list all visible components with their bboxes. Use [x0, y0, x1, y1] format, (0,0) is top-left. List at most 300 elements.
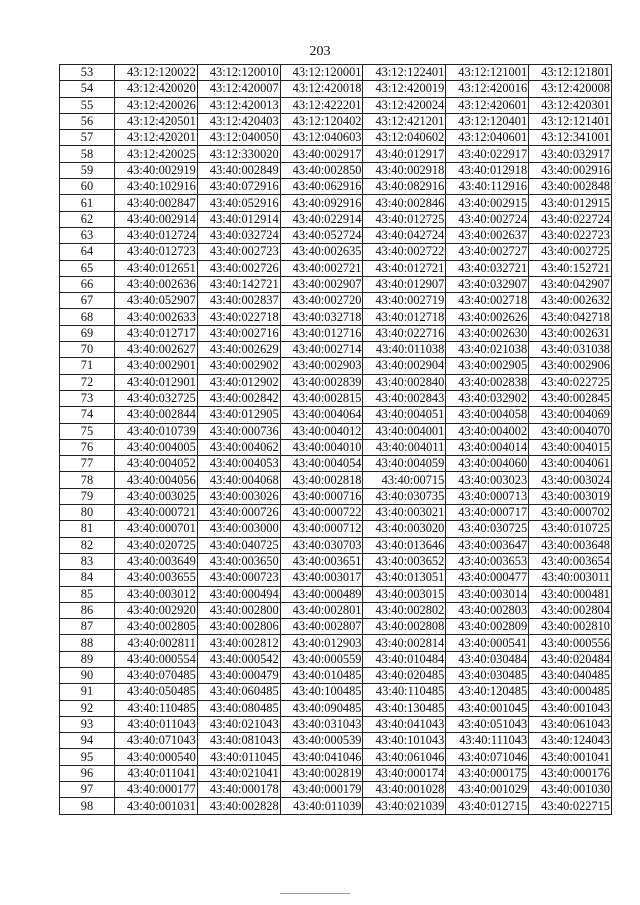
cadastral-number-cell: 43:40:000736 [197, 423, 280, 439]
cadastral-number-cell: 43:40:000477 [446, 570, 529, 586]
table-row [60, 423, 612, 439]
cadastral-number-cell: 43:40:000726 [197, 505, 280, 521]
cadastral-number-cell: 43:40:032725 [115, 390, 198, 406]
cadastral-number-cell: 43:40:004060 [446, 456, 529, 472]
cadastral-number-cell: 43:40:002818 [280, 472, 363, 488]
cadastral-number-cell: 43:40:002714 [280, 342, 363, 358]
table-row [60, 749, 612, 765]
cadastral-number-cell: 43:40:002723 [197, 244, 280, 260]
cadastral-number-cell: 43:40:000540 [115, 749, 198, 765]
cadastral-number-cell: 43:12:040602 [363, 130, 446, 146]
row-number-cell: 66 [60, 276, 115, 292]
cadastral-number-cell: 43:40:000701 [115, 521, 198, 537]
table-row [60, 782, 612, 798]
cadastral-number-cell: 43:40:002839 [280, 374, 363, 390]
cadastral-number-cell: 43:40:010725 [529, 521, 612, 537]
row-number-cell: 69 [60, 325, 115, 341]
cadastral-number-cell: 43:12:420026 [115, 97, 198, 113]
cadastral-number-cell: 43:40:110485 [363, 684, 446, 700]
cadastral-number-cell: 43:40:010484 [363, 651, 446, 667]
table-row [60, 651, 612, 667]
cadastral-number-cell: 43:40:012914 [197, 211, 280, 227]
cadastral-number-cell: 43:40:002720 [280, 293, 363, 309]
cadastral-number-cell: 43:12:040603 [280, 130, 363, 146]
cadastral-number-cell: 43:40:011041 [115, 765, 198, 781]
cadastral-number-cell: 43:40:060485 [197, 684, 280, 700]
cadastral-number-cell: 43:40:124043 [529, 733, 612, 749]
cadastral-number-cell: 43:40:004052 [115, 456, 198, 472]
cadastral-number-cell: 43:40:002802 [363, 602, 446, 618]
cadastral-number-cell: 43:40:011043 [115, 716, 198, 732]
cadastral-number-cell: 43:40:002716 [197, 325, 280, 341]
cadastral-number-cell: 43:12:420024 [363, 97, 446, 113]
footer-rule [280, 893, 350, 894]
cadastral-number-cell: 43:40:052724 [280, 227, 363, 243]
cadastral-number-cell: 43:40:002810 [529, 619, 612, 635]
cadastral-number-cell: 43:40:002726 [197, 260, 280, 276]
cadastral-number-cell: 43:40:022724 [529, 211, 612, 227]
row-number-cell: 62 [60, 211, 115, 227]
table-row [60, 293, 612, 309]
cadastral-number-cell: 43:40:002635 [280, 244, 363, 260]
cadastral-number-cell: 43:40:130485 [363, 700, 446, 716]
cadastral-number-cell: 43:40:013646 [363, 537, 446, 553]
cadastral-number-cell: 43:40:00715 [363, 472, 446, 488]
row-number-cell: 73 [60, 390, 115, 406]
row-number-cell: 61 [60, 195, 115, 211]
cadastral-number-cell: 43:40:004056 [115, 472, 198, 488]
cadastral-number-cell: 43:12:341001 [529, 130, 612, 146]
table-row [60, 505, 612, 521]
cadastral-number-cell: 43:40:030484 [446, 651, 529, 667]
cadastral-number-cell: 43:40:002809 [446, 619, 529, 635]
cadastral-number-cell: 43:40:101043 [363, 733, 446, 749]
cadastral-number-cell: 43:12:330020 [197, 146, 280, 162]
cadastral-number-cell: 43:40:000542 [197, 651, 280, 667]
row-number-cell: 65 [60, 260, 115, 276]
cadastral-number-cell: 43:40:003025 [115, 488, 198, 504]
row-number-cell: 81 [60, 521, 115, 537]
cadastral-number-cell: 43:40:001029 [446, 782, 529, 798]
cadastral-number-cell: 43:40:030735 [363, 488, 446, 504]
table-row [60, 619, 612, 635]
table-row [60, 130, 612, 146]
cadastral-number-cell: 43:40:030725 [446, 521, 529, 537]
cadastral-number-cell: 43:12:420008 [529, 81, 612, 97]
row-number-cell: 75 [60, 423, 115, 439]
cadastral-number-cell: 43:12:420025 [115, 146, 198, 162]
cadastral-number-cell: 43:40:022725 [529, 374, 612, 390]
cadastral-number-cell: 43:40:061046 [363, 749, 446, 765]
cadastral-number-cell: 43:40:002905 [446, 358, 529, 374]
cadastral-number-cell: 43:40:002916 [529, 162, 612, 178]
cadastral-number-cell: 43:12:422201 [280, 97, 363, 113]
cadastral-number-cell: 43:40:003651 [280, 553, 363, 569]
cadastral-number-cell: 43:40:110485 [115, 700, 198, 716]
cadastral-number-cell: 43:40:003652 [363, 553, 446, 569]
cadastral-number-cell: 43:40:112916 [446, 179, 529, 195]
cadastral-number-cell: 43:40:081043 [197, 733, 280, 749]
cadastral-number-cell: 43:40:000539 [280, 733, 363, 749]
cadastral-number-cell: 43:12:420403 [197, 113, 280, 129]
cadastral-number-cell: 43:40:012716 [280, 325, 363, 341]
cadastral-number-cell: 43:40:011038 [363, 342, 446, 358]
row-number-cell: 84 [60, 570, 115, 586]
cadastral-number-cell: 43:40:013051 [363, 570, 446, 586]
cadastral-number-cell: 43:40:002637 [446, 227, 529, 243]
cadastral-number-cell: 43:40:002719 [363, 293, 446, 309]
row-number-cell: 88 [60, 635, 115, 651]
cadastral-number-cell: 43:12:420019 [363, 81, 446, 97]
cadastral-number-cell: 43:40:003654 [529, 553, 612, 569]
cadastral-number-cell: 43:40:000559 [280, 651, 363, 667]
cadastral-number-cell: 43:40:040725 [197, 537, 280, 553]
cadastral-number-cell: 43:40:002844 [115, 407, 198, 423]
cadastral-number-cell: 43:40:102916 [115, 179, 198, 195]
cadastral-number-cell: 43:40:003000 [197, 521, 280, 537]
cadastral-number-cell: 43:40:001031 [115, 798, 198, 814]
table-row [60, 488, 612, 504]
table-body [60, 65, 612, 815]
cadastral-number-cell: 43:40:070485 [115, 667, 198, 683]
cadastral-number-cell: 43:40:012918 [446, 162, 529, 178]
cadastral-number-cell: 43:40:002812 [197, 635, 280, 651]
cadastral-numbers-table [59, 64, 612, 815]
cadastral-number-cell: 43:40:022914 [280, 211, 363, 227]
row-number-cell: 53 [60, 65, 115, 81]
cadastral-number-cell: 43:40:002804 [529, 602, 612, 618]
cadastral-number-cell: 43:12:420016 [446, 81, 529, 97]
cadastral-number-cell: 43:12:421201 [363, 113, 446, 129]
cadastral-number-cell: 43:40:021039 [363, 798, 446, 814]
cadastral-number-cell: 43:40:000722 [280, 505, 363, 521]
cadastral-number-cell: 43:40:002718 [446, 293, 529, 309]
cadastral-number-cell: 43:40:004012 [280, 423, 363, 439]
cadastral-number-cell: 43:40:001030 [529, 782, 612, 798]
row-number-cell: 68 [60, 309, 115, 325]
cadastral-number-cell: 43:40:000721 [115, 505, 198, 521]
cadastral-number-cell: 43:40:012907 [363, 276, 446, 292]
cadastral-number-cell: 43:40:012903 [280, 635, 363, 651]
cadastral-number-cell: 43:40:000176 [529, 765, 612, 781]
cadastral-number-cell: 43:40:002903 [280, 358, 363, 374]
cadastral-number-cell: 43:40:022723 [529, 227, 612, 243]
cadastral-number-cell: 43:12:420020 [115, 81, 198, 97]
cadastral-number-cell: 43:12:420007 [197, 81, 280, 97]
cadastral-number-cell: 43:40:004058 [446, 407, 529, 423]
table-row [60, 390, 612, 406]
cadastral-number-cell: 43:40:002722 [363, 244, 446, 260]
cadastral-number-cell: 43:40:022917 [446, 146, 529, 162]
cadastral-number-cell: 43:40:001045 [446, 700, 529, 716]
cadastral-number-cell: 43:40:012724 [115, 227, 198, 243]
cadastral-number-cell: 43:40:011039 [280, 798, 363, 814]
row-number-cell: 79 [60, 488, 115, 504]
cadastral-number-cell: 43:40:082916 [363, 179, 446, 195]
cadastral-number-cell: 43:40:000177 [115, 782, 198, 798]
cadastral-number-cell: 43:40:021043 [197, 716, 280, 732]
table-row [60, 456, 612, 472]
cadastral-number-cell: 43:40:002814 [363, 635, 446, 651]
cadastral-number-cell: 43:40:000485 [529, 684, 612, 700]
cadastral-number-cell: 43:40:004014 [446, 439, 529, 455]
row-number-cell: 56 [60, 113, 115, 129]
cadastral-number-cell: 43:40:002815 [280, 390, 363, 406]
cadastral-number-cell: 43:40:012902 [197, 374, 280, 390]
cadastral-number-cell: 43:40:072916 [197, 179, 280, 195]
row-number-cell: 85 [60, 586, 115, 602]
row-number-cell: 82 [60, 537, 115, 553]
cadastral-number-cell: 43:12:420013 [197, 97, 280, 113]
table-row [60, 195, 612, 211]
row-number-cell: 64 [60, 244, 115, 260]
table-row [60, 81, 612, 97]
cadastral-number-cell: 43:40:004059 [363, 456, 446, 472]
table-row [60, 309, 612, 325]
cadastral-number-cell: 43:40:002636 [115, 276, 198, 292]
cadastral-number-cell: 43:40:062916 [280, 179, 363, 195]
cadastral-number-cell: 43:40:002626 [446, 309, 529, 325]
cadastral-number-cell: 43:40:111043 [446, 733, 529, 749]
table-row [60, 179, 612, 195]
table-row [60, 358, 612, 374]
cadastral-number-cell: 43:40:004002 [446, 423, 529, 439]
cadastral-number-cell: 43:40:003017 [280, 570, 363, 586]
cadastral-number-cell: 43:40:002920 [115, 602, 198, 618]
cadastral-number-cell: 43:40:002808 [363, 619, 446, 635]
table-row [60, 260, 612, 276]
cadastral-number-cell: 43:40:000702 [529, 505, 612, 521]
cadastral-number-cell: 43:40:003011 [529, 570, 612, 586]
cadastral-number-cell: 43:40:030485 [446, 667, 529, 683]
cadastral-number-cell: 43:40:002902 [197, 358, 280, 374]
cadastral-number-cell: 43:40:041043 [363, 716, 446, 732]
cadastral-number-cell: 43:40:012905 [197, 407, 280, 423]
cadastral-number-cell: 43:12:120001 [280, 65, 363, 81]
cadastral-number-cell: 43:40:012901 [115, 374, 198, 390]
cadastral-number-cell: 43:40:092916 [280, 195, 363, 211]
cadastral-number-cell: 43:40:042724 [363, 227, 446, 243]
row-number-cell: 67 [60, 293, 115, 309]
cadastral-number-cell: 43:40:002846 [363, 195, 446, 211]
cadastral-number-cell: 43:40:004062 [197, 439, 280, 455]
cadastral-number-cell: 43:40:061043 [529, 716, 612, 732]
table-row [60, 521, 612, 537]
table-row [60, 716, 612, 732]
cadastral-number-cell: 43:40:022716 [363, 325, 446, 341]
cadastral-number-cell: 43:40:004005 [115, 439, 198, 455]
cadastral-number-cell: 43:40:002849 [197, 162, 280, 178]
table-row [60, 407, 612, 423]
cadastral-number-cell: 43:40:040485 [529, 667, 612, 683]
cadastral-number-cell: 43:40:012915 [529, 195, 612, 211]
table-row [60, 342, 612, 358]
cadastral-number-cell: 43:40:021038 [446, 342, 529, 358]
cadastral-number-cell: 43:12:121401 [529, 113, 612, 129]
cadastral-number-cell: 43:40:142721 [197, 276, 280, 292]
cadastral-number-cell: 43:40:003020 [363, 521, 446, 537]
cadastral-number-cell: 43:40:000716 [280, 488, 363, 504]
cadastral-number-cell: 43:40:012723 [115, 244, 198, 260]
row-number-cell: 92 [60, 700, 115, 716]
table-row [60, 276, 612, 292]
cadastral-number-cell: 43:40:003024 [529, 472, 612, 488]
cadastral-number-cell: 43:40:003014 [446, 586, 529, 602]
row-number-cell: 97 [60, 782, 115, 798]
row-number-cell: 98 [60, 798, 115, 814]
cadastral-number-cell: 43:12:122401 [363, 65, 446, 81]
cadastral-number-cell: 43:40:012717 [115, 325, 198, 341]
cadastral-number-cell: 43:40:001043 [529, 700, 612, 716]
table-row [60, 146, 612, 162]
cadastral-number-cell: 43:12:040601 [446, 130, 529, 146]
cadastral-number-cell: 43:40:032724 [197, 227, 280, 243]
table-row [60, 211, 612, 227]
page-number: 203 [309, 44, 331, 59]
cadastral-number-cell: 43:12:420601 [446, 97, 529, 113]
cadastral-number-cell: 43:40:002807 [280, 619, 363, 635]
row-number-cell: 76 [60, 439, 115, 455]
cadastral-number-cell: 43:40:020725 [115, 537, 198, 553]
row-number-cell: 89 [60, 651, 115, 667]
cadastral-number-cell: 43:40:002630 [446, 325, 529, 341]
cadastral-number-cell: 43:40:002819 [280, 765, 363, 781]
row-number-cell: 80 [60, 505, 115, 521]
row-number-cell: 70 [60, 342, 115, 358]
cadastral-number-cell: 43:12:121801 [529, 65, 612, 81]
cadastral-number-cell: 43:40:012651 [115, 260, 198, 276]
cadastral-number-cell: 43:40:003026 [197, 488, 280, 504]
cadastral-number-cell: 43:40:002801 [280, 602, 363, 618]
cadastral-number-cell: 43:40:002806 [197, 619, 280, 635]
cadastral-number-cell: 43:40:012718 [363, 309, 446, 325]
cadastral-number-cell: 43:40:004051 [363, 407, 446, 423]
cadastral-number-cell: 43:12:120022 [115, 65, 198, 81]
cadastral-number-cell: 43:40:032917 [529, 146, 612, 162]
cadastral-number-cell: 43:40:003015 [363, 586, 446, 602]
cadastral-number-cell: 43:40:011045 [197, 749, 280, 765]
cadastral-number-cell: 43:40:000723 [197, 570, 280, 586]
table-row [60, 65, 612, 81]
cadastral-number-cell: 43:40:052916 [197, 195, 280, 211]
cadastral-number-cell: 43:40:012721 [363, 260, 446, 276]
cadastral-number-cell: 43:40:002919 [115, 162, 198, 178]
cadastral-number-cell: 43:40:002631 [529, 325, 612, 341]
table-row [60, 472, 612, 488]
cadastral-number-cell: 43:40:000541 [446, 635, 529, 651]
cadastral-number-cell: 43:40:004069 [529, 407, 612, 423]
cadastral-number-cell: 43:40:012715 [446, 798, 529, 814]
cadastral-number-cell: 43:40:002843 [363, 390, 446, 406]
cadastral-number-cell: 43:40:012917 [363, 146, 446, 162]
row-number-cell: 91 [60, 684, 115, 700]
cadastral-number-cell: 43:12:420301 [529, 97, 612, 113]
cadastral-number-cell: 43:40:120485 [446, 684, 529, 700]
cadastral-number-cell: 43:40:001028 [363, 782, 446, 798]
cadastral-number-cell: 43:40:080485 [197, 700, 280, 716]
cadastral-number-cell: 43:12:420201 [115, 130, 198, 146]
cadastral-number-cell: 43:40:002721 [280, 260, 363, 276]
cadastral-number-cell: 43:40:000489 [280, 586, 363, 602]
row-number-cell: 95 [60, 749, 115, 765]
cadastral-number-cell: 43:40:052907 [115, 293, 198, 309]
cadastral-number-cell: 43:40:002850 [280, 162, 363, 178]
table-row [60, 374, 612, 390]
cadastral-number-cell: 43:40:000713 [446, 488, 529, 504]
cadastral-number-cell: 43:40:002906 [529, 358, 612, 374]
cadastral-number-cell: 43:40:002629 [197, 342, 280, 358]
cadastral-number-cell: 43:40:000175 [446, 765, 529, 781]
cadastral-number-cell: 43:40:002724 [446, 211, 529, 227]
row-number-cell: 54 [60, 81, 115, 97]
table-row [60, 439, 612, 455]
cadastral-number-cell: 43:40:002838 [446, 374, 529, 390]
cadastral-number-cell: 43:40:002917 [280, 146, 363, 162]
cadastral-number-cell: 43:40:004001 [363, 423, 446, 439]
cadastral-number-cell: 43:40:020485 [363, 667, 446, 683]
table-row [60, 733, 612, 749]
table-row [60, 586, 612, 602]
cadastral-number-cell: 43:40:004010 [280, 439, 363, 455]
cadastral-number-cell: 43:40:000712 [280, 521, 363, 537]
row-number-cell: 60 [60, 179, 115, 195]
cadastral-number-cell: 43:40:010739 [115, 423, 198, 439]
table-row [60, 635, 612, 651]
cadastral-number-cell: 43:40:042907 [529, 276, 612, 292]
row-number-cell: 96 [60, 765, 115, 781]
cadastral-number-cell: 43:40:002633 [115, 309, 198, 325]
table-row [60, 325, 612, 341]
cadastral-number-cell: 43:40:003649 [115, 553, 198, 569]
cadastral-number-cell: 43:40:031038 [529, 342, 612, 358]
cadastral-number-cell: 43:40:003021 [363, 505, 446, 521]
cadastral-number-cell: 43:40:002842 [197, 390, 280, 406]
cadastral-number-cell: 43:40:032721 [446, 260, 529, 276]
row-number-cell: 78 [60, 472, 115, 488]
row-number-cell: 94 [60, 733, 115, 749]
cadastral-number-cell: 43:40:032718 [280, 309, 363, 325]
cadastral-number-cell: 43:40:020484 [529, 651, 612, 667]
row-number-cell: 58 [60, 146, 115, 162]
row-number-cell: 72 [60, 374, 115, 390]
cadastral-number-cell: 43:40:000717 [446, 505, 529, 521]
table-row [60, 602, 612, 618]
cadastral-number-cell: 43:40:003653 [446, 553, 529, 569]
row-number-cell: 57 [60, 130, 115, 146]
row-number-cell: 83 [60, 553, 115, 569]
cadastral-number-cell: 43:40:003650 [197, 553, 280, 569]
cadastral-number-cell: 43:40:004011 [363, 439, 446, 455]
cadastral-number-cell: 43:40:003655 [115, 570, 198, 586]
cadastral-number-cell: 43:40:002837 [197, 293, 280, 309]
cadastral-number-cell: 43:40:002725 [529, 244, 612, 260]
table-row [60, 570, 612, 586]
cadastral-number-cell: 43:40:042718 [529, 309, 612, 325]
row-number-cell: 77 [60, 456, 115, 472]
cadastral-number-cell: 43:12:420018 [280, 81, 363, 97]
cadastral-number-cell: 43:40:003012 [115, 586, 198, 602]
cadastral-number-cell: 43:40:000494 [197, 586, 280, 602]
row-number-cell: 63 [60, 227, 115, 243]
cadastral-number-cell: 43:40:003648 [529, 537, 612, 553]
row-number-cell: 93 [60, 716, 115, 732]
cadastral-number-cell: 43:40:100485 [280, 684, 363, 700]
table-row [60, 113, 612, 129]
cadastral-number-cell: 43:40:002915 [446, 195, 529, 211]
cadastral-number-cell: 43:40:002901 [115, 358, 198, 374]
cadastral-number-cell: 43:12:121001 [446, 65, 529, 81]
cadastral-number-cell: 43:40:004068 [197, 472, 280, 488]
